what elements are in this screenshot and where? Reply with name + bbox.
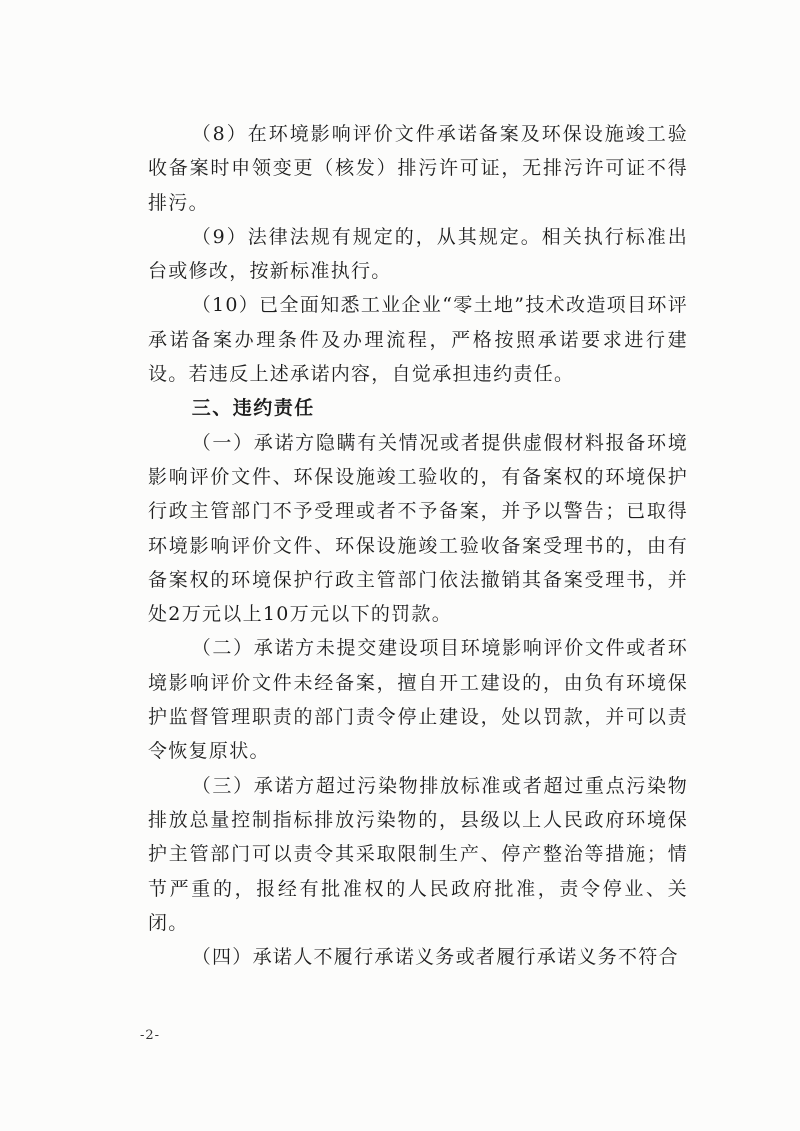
page-number: -2- [140, 1028, 161, 1043]
liability-paragraph-3: （三）承诺方超过污染物排放标准或者超过重点污染物排放总量控制指标排放污染物的，县级以上人民政府环境保护主管部门可以责令其采取限制生产、停产整治等措施；情节严重的，报经有批准权的人民政府批准，责令停业、关闭。 [148, 774, 688, 934]
document-body [148, 117, 688, 974]
liability-paragraph-4: （四）承诺人不履行承诺义务或者履行承诺义务不符合 [191, 946, 679, 969]
liability-paragraph-1: （一）承诺方隐瞒有关情况或者提供虚假材料报备环境影响评价文件、环保设施竣工验收的，有备案权的环境保护行政主管部门不予受理或者不予备案，并予以警告；已取得环境影响评价文件、环保设施竣工验收备案受理书的，由有备案权的环境保护行政主管部门依法撤销其备案受理书，并处2万元以上10万元以下的罚款。 [148, 431, 688, 626]
paragraph-item-8: （8）在环境影响评价文件承诺备案及环保设施竣工验收备案时申领变更（核发）排污许可证，无排污许可证不得排污。 [148, 123, 688, 214]
paragraph-item-9: （9）法律法规有规定的，从其规定。相关执行标准出台或修改，按新标准执行。 [148, 225, 688, 283]
section-heading: 三、违约责任 [191, 397, 315, 420]
paragraph-item-10: （10）已全面知悉工业企业“零土地”技术改造项目环评承诺备案办理条件及办理流程，严格按照承诺要求进行建设。若违反上述承诺内容，自觉承担违约责任。 [148, 294, 688, 386]
liability-paragraph-2: （二）承诺方未提交建设项目环境影响评价文件或者环境影响评价文件未经备案，擅自开工建设的，由负有环境保护监督管理职责的部门责令停止建设，处以罚款，并可以责令恢复原状。 [148, 637, 688, 763]
